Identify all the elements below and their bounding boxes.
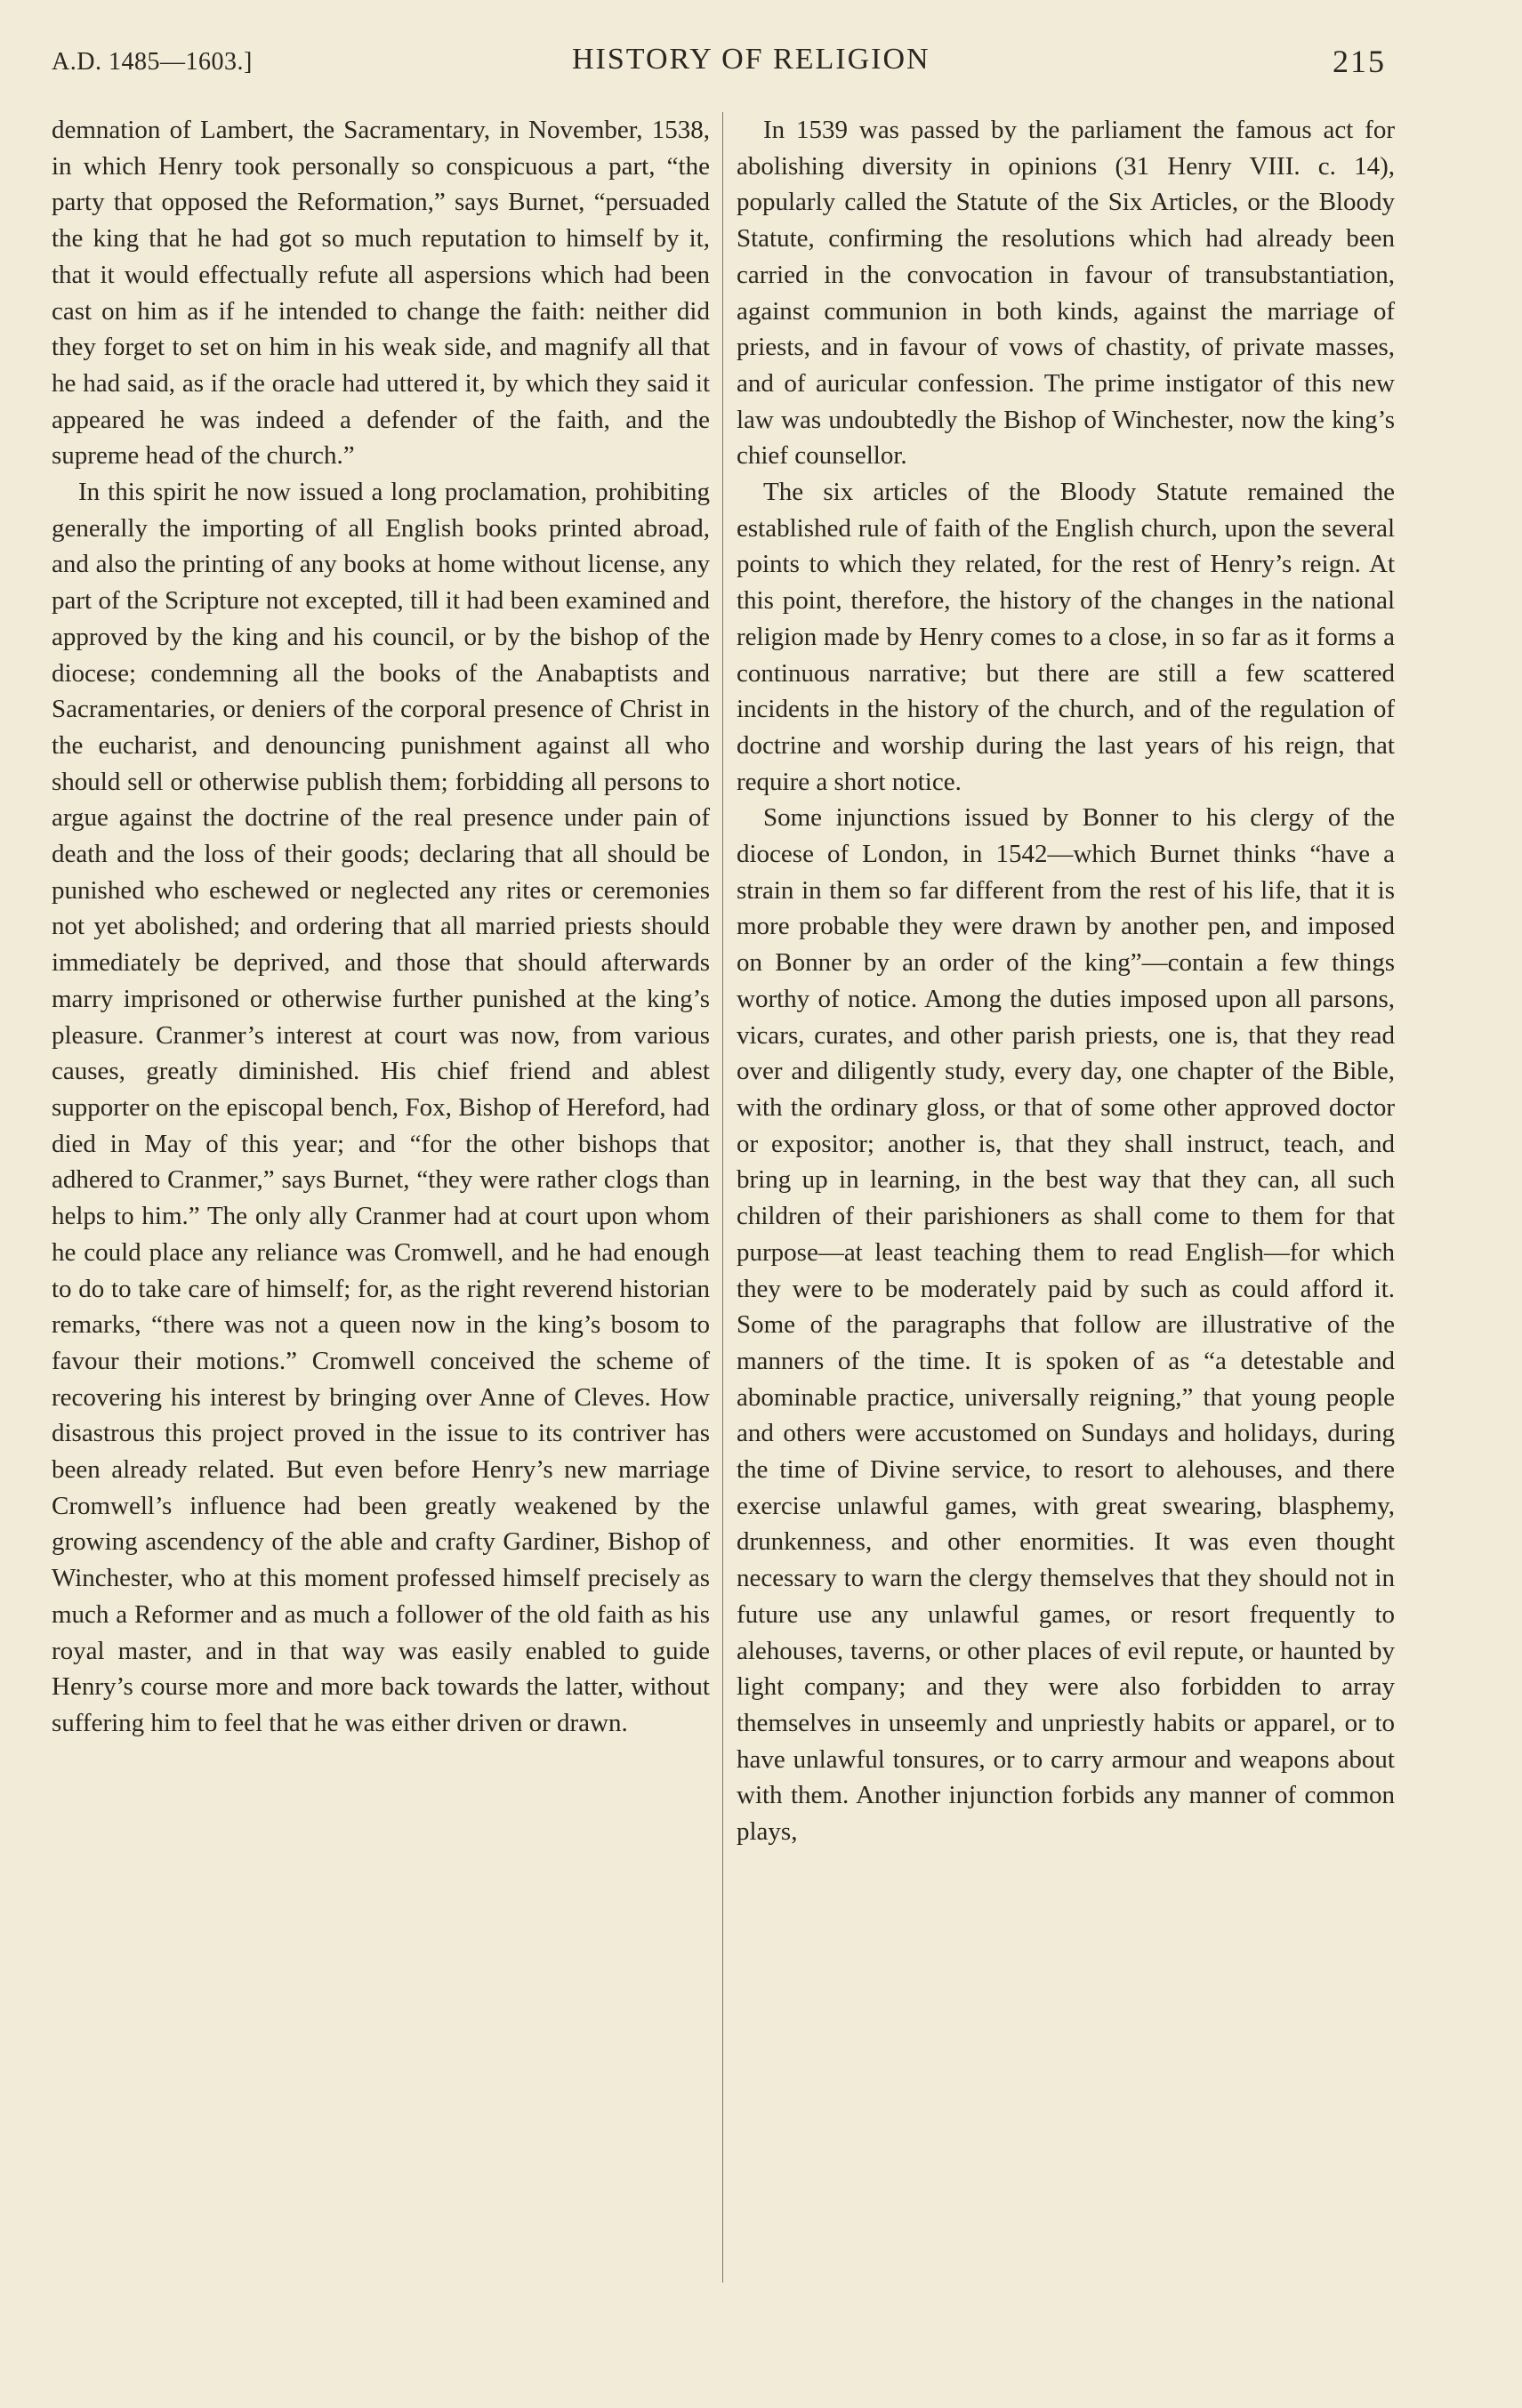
paragraph: In this spirit he now issued a long proclamation, prohibiting generally the importing of all English books printed abroad, and also the printing of any books at home without license, any part of the Scripture not excepted, till it had been examined and approved by the king and his council, or by the bishop of the diocese; condemning all the books of the Anabaptists and Sacramentaries, or deniers of the corporal presence of Christ in the eucharist, and denouncing punishment against all who should sell or otherwise publish them; forbidding all persons to argue against the doctrine of the real presence under pain of death and the loss of their goods; declaring that all should be punished who eschewed or neglected any rites or ceremonies not yet abolished; and ordering that all married priests should immediately be deprived, and those that should afterwards marry imprisoned or otherwise further punished at the king’s pleasure. Cranmer’s interest at court was now, from various causes, greatly diminished. His chief friend and ablest supporter on the episcopal bench, Fox, Bishop of Hereford, had died in May of this year; and “for the other bishops that adhered to Cranmer,” says Burnet, “they were rather clogs than helps to him.” The only ally Cranmer had at court upon whom he could place any reliance was Cromwell, and he had enough to do to take care of himself; for, as the right reverend historian remarks, “there was not a queen now in the king’s bosom to favour their motions.” Cromwell conceived the scheme of recovering his interest by bringing over Anne of Cleves. How disastrous this project proved in the issue to its contriver has been already related. But even before Henry’s new marriage Cromwell’s influence had been greatly weakened by the growing ascendency of the able and crafty Gardiner, Bishop of Winchester, who at this moment professed himself precisely as much a Reformer and as much a follower of the old faith as his royal master, and in that way was easily enabled to guide Henry’s course more and more back towards the latter, without suffering him to feel that he was either driven or drawn. xyxy=(52,478,710,1737)
column-divider xyxy=(722,112,723,2283)
page-number: 215 xyxy=(1333,44,1386,79)
date-range-header: A.D. 1485—1603.] xyxy=(52,48,253,76)
paragraph: The six articles of the Bloody Statute remained the established rule of faith of the English church, upon the several points to which they related, for the rest of Henry’s reign. At this point, therefore, the history of the changes in the national religion made by Henry comes to a close, in so far as it forms a continuous narrative; but there are still a few scattered incidents in the history of the church, and of the regulation of doctrine and worship during the last years of his reign, that require a short notice. xyxy=(737,478,1395,796)
right-column xyxy=(737,112,1395,1850)
running-head xyxy=(52,43,1386,87)
paragraph: Some injunctions issued by Bonner to his clergy of the diocese of London, in 1542—which Burnet thinks “have a strain in them so far different from the rest of his life, that it is more probable they were drawn by another pen, and imposed on Bonner by an order of the king”—contain a few things worthy of notice. Among the duties imposed upon all parsons, vicars, curates, and other parish priests, one is, that they read over and diligently study, every day, one chapter of the Bible, with the ordinary gloss, or that of some other approved doctor or expositor; another is, that they shall instruct, teach, and bring up in learning, in the best way that they can, all such children of their parishioners as shall come to them for that purpose—at least teaching them to read English—for which they were to be moderately paid by such as could afford it. Some of the paragraphs that follow are illustrative of the manners of the time. It is spoken of as “a detestable and abominable practice, universally reigning,” that young people and others were accustomed on Sundays and holidays, during the time of Divine service, to resort to alehouses, and there exercise unlawful games, with great swearing, blasphemy, drunkenness, and other enormities. It was even thought necessary to warn the clergy themselves that they should not in future use any unlawful games, or resort frequently to alehouses, taverns, or other places of evil repute, or haunted by light company; and they were also forbidden to array themselves in unseemly and unpriestly habits or apparel, or to have unlawful tonsures, or to carry armour and weapons about with them. Another injunction forbids any manner of common plays, xyxy=(737,803,1395,1847)
paragraph: demnation of Lambert, the Sacramentary, in November, 1538, in which Henry took personally so conspicuous a part, “the party that opposed the Reformation,” says Burnet, “persuaded the king that he had got so much reputation to himself by it, that it would effectually refute all aspersions which had been cast on him as if he intended to change the faith: neither did they forget to set on him in his weak side, and magnify all that he had said, as if the oracle had uttered it, by which they said it appeared he was indeed a defender of the faith, and the supreme head of the church.” xyxy=(52,116,710,471)
left-column xyxy=(52,112,710,1742)
paragraph: In 1539 was passed by the parliament the famous act for abolishing diversity in opinions (31 Henry VIII. c. 14), popularly called the Statute of the Six Articles, or the Bloody Statute, confirming the resolutions which had already been carried in the convocation in favour of transubstantiation, against communion in both kinds, against the marriage of priests, and in favour of vows of chastity, of private masses, and of auricular confession. The prime instigator of this new law was undoubtedly the Bishop of Winchester, now the king’s chief counsellor. xyxy=(737,116,1395,471)
chapter-title-header: HISTORY OF RELIGION xyxy=(572,43,930,76)
